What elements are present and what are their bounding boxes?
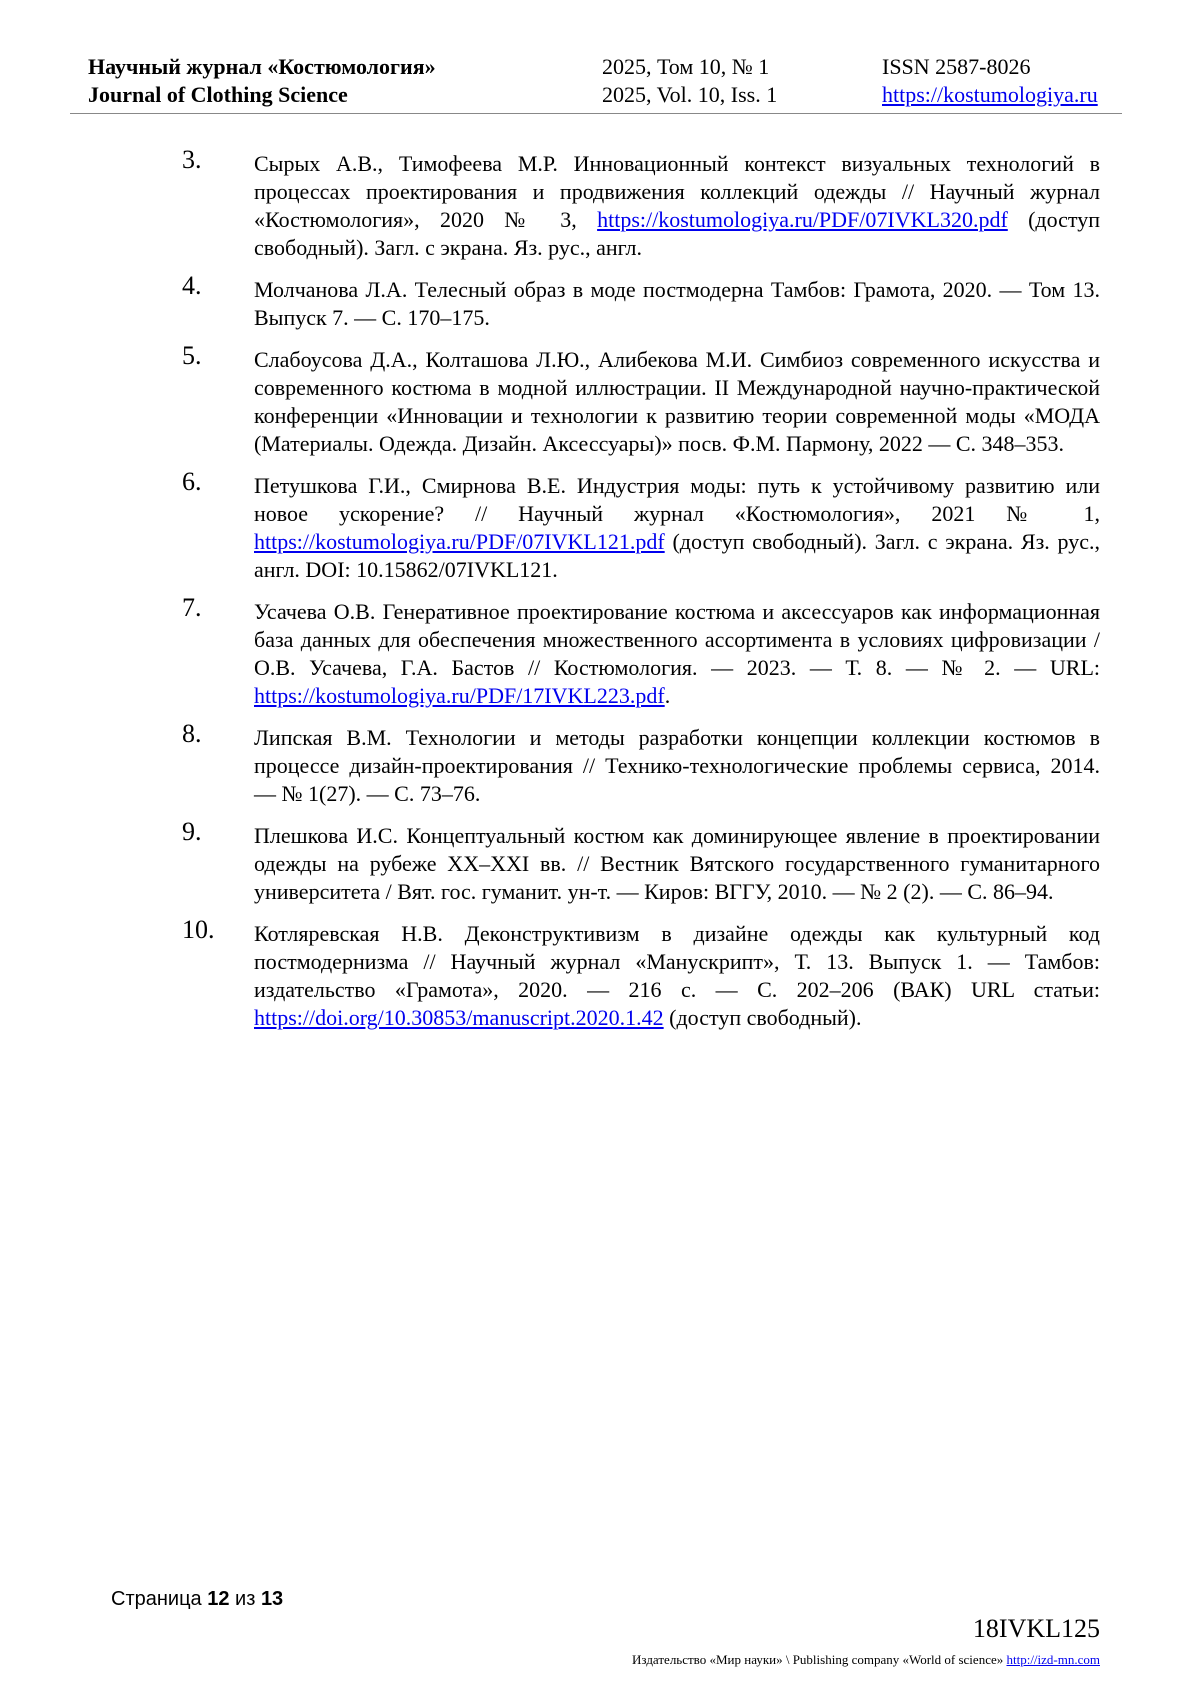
publisher-line — [632, 1652, 1100, 1668]
reference-text: Усачева О.В. Генеративное проектирование костюма и аксессуаров как информационная база данных для обеспечения множественного ассортимента в условиях цифровизации / О.В. Усачева, Г.А. Бастов // Костюмология. — 2023. — Т. 8. — № 2. — URL: — [254, 599, 1100, 680]
reference-text: Сырых А.В., Тимофеева М.Р. Инновационный контекст визуальных технологий в процессах проектирования и продвижения коллекций одежды // Научный журнал «Костюмология», 2020 № 3, — [254, 151, 1100, 232]
issue-info-en: 2025, Vol. 10, Iss. 1 — [602, 82, 778, 107]
reference-item — [182, 915, 1100, 1032]
reference-text: Плешкова И.С. Концептуальный костюм как доминирующее явление в проектировании одежды на рубеже XX–XXI вв. // Вестник Вятского государственного гуманитарного университета / Вят. гос. гуманит. ун-т. — Киров: ВГГУ, 2010. — № 2 (2). — С. 86–94. — [254, 823, 1100, 904]
reference-number: 4. — [182, 271, 202, 300]
reference-text: Слабоусова Д.А., Колташова Л.Ю., Алибекова М.И. Симбиоз современного искусства и современного костюма в модной иллюстрации. II Международной научно-практической конференции «Инновации и технологии к развитию теории современной моды «МОДА (Материалы. Одежда. Дизайн. Аксессуары)» посв. Ф.М. Пармону, 2022 — С. 348–353. — [254, 347, 1100, 456]
reference-text: Петушкова Г.И., Смирнова В.Е. Индустрия моды: путь к устойчивому развитию или новое ускорение? // Научный журнал «Костюмология», 2021 № 1, — [254, 473, 1100, 526]
publisher-name: Издательство «Мир науки» \ Publishing company «World of science» — [632, 1652, 1004, 1667]
page-of: из — [235, 1588, 256, 1610]
journal-title-en: Journal of Clothing Science — [88, 82, 348, 107]
reference-number: 10. — [182, 915, 215, 944]
reference-link[interactable]: https://doi.org/10.30853/manuscript.2020.1.42 — [254, 1005, 664, 1030]
page-total: 13 — [260, 1588, 284, 1610]
reference-item — [182, 467, 1100, 584]
issue-info-ru: 2025, Том 10, № 1 — [602, 54, 770, 79]
reference-text: Котляревская Н.В. Деконструктивизм в дизайне одежды как культурный код постмодернизма // Научный журнал «Манускрипт», Т. 13. Выпуск 1. — Тамбов: издательство «Грамота», 2020. — 216 с. — С. 202–206 (ВАК) URL статьи: — [254, 921, 1100, 1002]
reference-link[interactable]: https://kostumologiya.ru/PDF/07IVKL320.pdf — [597, 207, 1008, 232]
reference-number: 8. — [182, 719, 202, 748]
publisher-link[interactable]: http://izd-mn.com — [1006, 1652, 1100, 1667]
reference-text-tail: (доступ свободный). Загл. с экрана. Яз. рус., англ. DOI: 10.15862/07IVKL121. — [254, 529, 1100, 582]
reference-number: 9. — [182, 817, 202, 846]
reference-item — [182, 145, 1100, 262]
journal-site-link[interactable]: https://kostumologiya.ru — [882, 82, 1098, 107]
page-word: Страница — [111, 1588, 202, 1610]
header-row-en — [88, 81, 1122, 109]
reference-link[interactable]: https://kostumologiya.ru/PDF/17IVKL223.pdf — [254, 683, 665, 708]
reference-number: 6. — [182, 467, 202, 496]
journal-title-ru: Научный журнал «Костюмология» — [88, 54, 436, 79]
header-block — [88, 53, 1122, 109]
reference-number: 7. — [182, 593, 202, 622]
reference-text-tail: (доступ свободный). — [663, 1005, 862, 1030]
page-counter — [111, 1588, 283, 1611]
reference-link[interactable]: https://kostumologiya.ru/PDF/07IVKL121.pdf — [254, 529, 665, 554]
article-code: 18IVKL125 — [972, 1614, 1100, 1643]
reference-text: Молчанова Л.А. Телесный образ в моде постмодерна Тамбов: Грамота, 2020. — Том 13. Выпуск 7. — С. 170–175. — [254, 277, 1100, 330]
reference-item — [182, 593, 1100, 710]
header-row-ru — [88, 53, 1122, 81]
reference-item — [182, 719, 1100, 808]
reference-item — [182, 271, 1100, 332]
issn: ISSN 2587-8026 — [882, 54, 1031, 79]
header-divider — [70, 113, 1122, 114]
reference-list — [182, 145, 1100, 1046]
reference-text-tail: . — [664, 683, 671, 708]
reference-number: 3. — [182, 145, 202, 174]
reference-text: Липская В.М. Технологии и методы разработки концепции коллекции костюмов в процессе дизайн-проектирования // Технико-технологические проблемы сервиса, 2014. — № 1(27). — С. 73–76. — [254, 725, 1100, 806]
reference-text-tail: (доступ свободный). Загл. с экрана. Яз. рус., англ. — [254, 207, 1100, 260]
reference-number: 5. — [182, 341, 202, 370]
page-current: 12 — [207, 1588, 230, 1610]
reference-item — [182, 341, 1100, 458]
reference-item — [182, 817, 1100, 906]
